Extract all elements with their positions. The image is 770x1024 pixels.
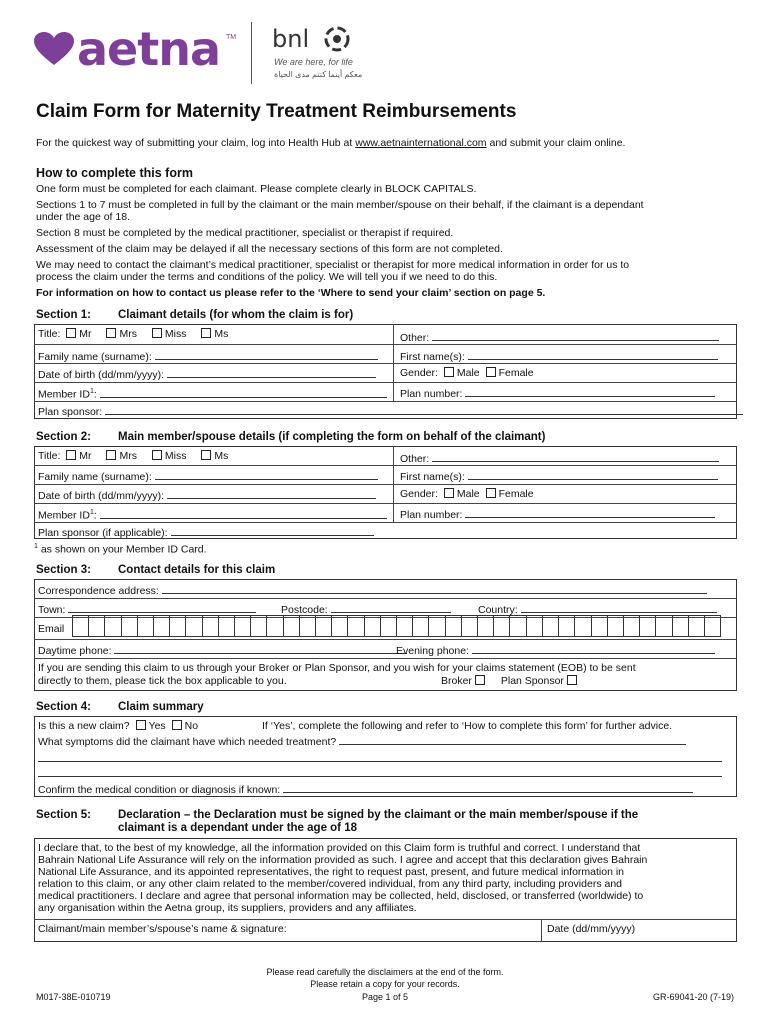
s3-postcode-field[interactable] xyxy=(331,602,451,613)
declaration-line: medical practitioners. I declare and agree that personal information may be collected, held, disclosed, or transferred (worldwide) to xyxy=(38,890,644,902)
health-hub-link[interactable]: www.aetnainternational.com xyxy=(355,137,487,149)
s2-family-field[interactable] xyxy=(155,469,378,480)
bnl-swirl-icon xyxy=(324,26,350,52)
s4-confirm-field[interactable] xyxy=(283,782,693,793)
s1-ms-label: Ms xyxy=(214,328,229,340)
s4-symptoms-field[interactable] xyxy=(339,734,686,745)
s2-female-checkbox[interactable] xyxy=(486,488,496,498)
s3-evening-field[interactable] xyxy=(472,643,715,654)
date-field[interactable]: Date (dd/mm/yyyy) xyxy=(547,923,636,935)
s3-broker-options xyxy=(441,675,580,687)
s1-dob-row xyxy=(38,367,376,381)
s2-mr-checkbox[interactable] xyxy=(66,450,76,460)
s3-email-label: Email xyxy=(38,623,65,635)
s2-dob-label: Date of birth (dd/mm/yyyy): xyxy=(38,490,165,502)
s1-gender-row xyxy=(400,367,534,379)
s4-new-claim-label: Is this a new claim? xyxy=(38,720,130,732)
section-1-header xyxy=(36,309,353,322)
section-5-title-line1: Declaration – the Declaration must be signed by the claimant or the main member/spouse if the xyxy=(118,809,639,821)
s3-plan-sponsor-label: Plan Sponsor xyxy=(500,675,564,687)
s2-miss-checkbox[interactable] xyxy=(152,450,162,460)
s2-member-sup: 1 xyxy=(89,509,94,516)
how-to-line: We may need to contact the claimant’s medical practitioner, specialist or therapist for more medical information in order for us to xyxy=(36,259,630,271)
s2-family-row xyxy=(38,469,378,483)
s2-plan-field[interactable] xyxy=(465,507,715,518)
s2-mr-label: Mr xyxy=(79,450,92,462)
heart-icon xyxy=(33,31,75,67)
s2-ms-checkbox[interactable] xyxy=(201,450,211,460)
s1-miss-checkbox[interactable] xyxy=(152,328,162,338)
s3-broker-line2: directly to them, please tick the box applicable to you. xyxy=(38,675,287,687)
declaration-text xyxy=(38,842,734,914)
s2-first-field[interactable] xyxy=(468,469,718,480)
s2-member-label: Member ID xyxy=(38,509,90,522)
s1-male-checkbox[interactable] xyxy=(444,367,454,377)
declaration-line: any organisation within the Aetna group, its suppliers, providers and any affiliates. xyxy=(38,902,417,914)
s3-evening-row xyxy=(396,643,715,657)
aetna-logo xyxy=(33,22,221,76)
s1-ms-checkbox[interactable] xyxy=(201,328,211,338)
s1-first-field[interactable] xyxy=(468,349,718,360)
s4-symptoms-line-2[interactable] xyxy=(38,750,722,762)
section-2-title: Main member/spouse details (if completing the form on behalf of the claimant) xyxy=(118,431,546,443)
s4-symptoms-line-3[interactable] xyxy=(38,765,722,777)
section-4-title: Claim summary xyxy=(118,701,204,713)
s2-member-row xyxy=(38,507,387,522)
s3-daytime-field[interactable] xyxy=(114,643,407,654)
s4-symptoms-label: What symptoms did the claimant have which needed treatment? xyxy=(38,736,337,748)
s4-new-claim-row xyxy=(38,720,198,732)
s3-broker-line1: If you are sending this claim to us through your Broker or Plan Sponsor, and you wish for your claims statement (EOB) to be sent xyxy=(38,662,636,674)
s4-yes-label: Yes xyxy=(148,720,166,732)
s2-first-label: First name(s): xyxy=(400,471,465,483)
s2-other-label: Other: xyxy=(400,453,430,465)
footnote-marker: 1 xyxy=(34,543,38,550)
declaration-line: relation to this claim, or any other claim related to the member/covered individual, from any third party, including providers and xyxy=(38,878,623,890)
section-4-label: Section 4: xyxy=(36,701,91,713)
s2-dob-row xyxy=(38,488,376,502)
form-code: M017-38E-010719 xyxy=(36,992,111,1002)
s1-family-field[interactable] xyxy=(155,349,378,360)
s3-email-field[interactable] xyxy=(72,615,721,637)
bnl-arabic-tagline: معكم أينما كنتم مدى الحياة xyxy=(274,70,363,79)
page-number: Page 1 of 5 xyxy=(361,992,409,1002)
s2-member-colon: : xyxy=(93,509,97,522)
s2-plan-label: Plan number: xyxy=(400,509,463,521)
s4-confirm-row xyxy=(38,782,693,796)
s1-mr-checkbox[interactable] xyxy=(66,328,76,338)
s1-female-label: Female xyxy=(498,367,534,379)
s3-address-field[interactable] xyxy=(162,583,707,594)
intro-prefix: For the quickest way of submitting your claim, log into Health Hub at xyxy=(36,137,356,149)
declaration-line: I declare that, to the best of my knowledge, all the information provided on this Claim form is truthful and correct. I understand that xyxy=(38,842,641,854)
s2-sponsor-label: Plan sponsor (if applicable): xyxy=(38,527,168,539)
section-1-label: Section 1: xyxy=(36,309,91,321)
section-1-title: Claimant details (for whom the claim is for) xyxy=(118,309,354,321)
s1-dob-field[interactable] xyxy=(167,367,376,378)
s3-town-row xyxy=(38,602,256,616)
how-to-line: process the claim under the terms and conditions of the policy. We will tell you if we need to do this. xyxy=(36,271,498,283)
section-5-title xyxy=(118,809,728,835)
declaration-line: National Life Assurance, and its appointed representatives, the right to request past, present, and future medical information in xyxy=(38,866,625,878)
s4-if-yes: If ‘Yes’, complete the following and refer to ‘How to complete this form’ for further advice. xyxy=(262,720,673,732)
s4-symptoms-row xyxy=(38,734,686,748)
s1-sponsor-field[interactable] xyxy=(105,404,743,415)
s3-country-label: Country: xyxy=(478,604,518,616)
page-title: Claim Form for Maternity Treatment Reimbursements xyxy=(36,101,517,122)
s3-evening-label: Evening phone: xyxy=(396,645,469,657)
s4-confirm-label: Confirm the medical condition or diagnosis if known: xyxy=(38,784,281,796)
s3-country-field[interactable] xyxy=(521,602,717,613)
how-to-line: under the age of 18. xyxy=(36,211,130,223)
s2-male-checkbox[interactable] xyxy=(444,488,454,498)
s1-mrs-checkbox[interactable] xyxy=(106,328,116,338)
section-2-label: Section 2: xyxy=(36,431,91,443)
section-2-header xyxy=(36,431,545,444)
s1-dob-label: Date of birth (dd/mm/yyyy): xyxy=(38,369,165,381)
s2-plan-row xyxy=(400,507,715,521)
s2-title-row xyxy=(38,450,228,462)
how-to-heading: How to complete this form xyxy=(36,166,193,180)
how-to-line: Section 8 must be completed by the medical practitioner, specialist or therapist if required. xyxy=(36,227,454,239)
section-5-label: Section 5: xyxy=(36,809,91,821)
s2-gender-label: Gender: xyxy=(400,488,438,500)
how-to-line: Sections 1 to 7 must be completed in full by the claimant or the main member/spouse on their behalf, if the claimant is a dependant xyxy=(36,199,644,211)
section-3-header xyxy=(36,564,275,577)
s1-other-row xyxy=(400,330,719,344)
s1-female-checkbox[interactable] xyxy=(486,367,496,377)
footer-disclaimer-1: Please read carefully the disclaimers at the end of the form. xyxy=(266,967,504,977)
s4-no-label: No xyxy=(184,720,199,732)
bnl-tagline: We are here, for life xyxy=(274,57,353,67)
s1-member-label: Member ID xyxy=(38,388,90,401)
section-4-header xyxy=(36,701,204,714)
s2-mrs-label: Mrs xyxy=(119,450,137,462)
how-to-line: Assessment of the claim may be delayed if all the necessary sections of this form are not completed. xyxy=(36,243,503,255)
how-to-line: One form must be completed for each claimant. Please complete clearly in BLOCK CAPITALS. xyxy=(36,183,477,195)
s3-country-row xyxy=(478,602,717,616)
s4-no-checkbox[interactable] xyxy=(172,720,182,730)
bnl-logo: bnl xyxy=(272,25,310,53)
s1-member-row xyxy=(38,386,387,401)
s3-postcode-row xyxy=(281,602,451,616)
s1-sponsor-row xyxy=(38,404,743,418)
s1-other-label: Other: xyxy=(400,332,430,344)
s3-broker-label: Broker xyxy=(441,675,472,687)
s1-family-label: Family name (surname): xyxy=(38,351,152,363)
footnote-text: as shown on your Member ID Card. xyxy=(37,543,207,556)
s2-other-field[interactable] xyxy=(432,451,719,462)
s3-address-row xyxy=(38,583,707,597)
s2-ms-label: Ms xyxy=(214,450,229,462)
s2-other-row xyxy=(400,451,719,465)
s2-male-label: Male xyxy=(456,488,480,500)
section-3-label: Section 3: xyxy=(36,564,91,576)
s1-other-field[interactable] xyxy=(432,330,719,341)
s3-plan-sponsor-checkbox[interactable] xyxy=(567,675,577,685)
aetna-wordmark: aetna xyxy=(77,22,221,76)
s1-member-sup: 1 xyxy=(89,388,94,395)
s1-plan-row xyxy=(400,386,715,400)
section-5-title-line2: claimant is a dependant under the age of 18 xyxy=(118,822,358,834)
declaration-line: Bahrain National Life Assurance will rely on the information provided as such. I agree and accept that this declaration gives Bahrain xyxy=(38,854,648,866)
intro-suffix: and submit your claim online. xyxy=(486,137,626,149)
s2-family-label: Family name (surname): xyxy=(38,471,152,483)
s2-footnote xyxy=(34,541,207,556)
signature-field[interactable]: Claimant/main member’s/spouse’s name & signature: xyxy=(38,923,287,935)
s3-daytime-row xyxy=(38,643,407,657)
s1-mrs-label: Mrs xyxy=(119,328,137,340)
s2-dob-field[interactable] xyxy=(167,488,376,499)
s2-female-label: Female xyxy=(498,488,534,500)
s1-first-label: First name(s): xyxy=(400,351,465,363)
s1-male-label: Male xyxy=(456,367,480,379)
s3-broker-checkbox[interactable] xyxy=(475,675,485,685)
s4-yes-checkbox[interactable] xyxy=(136,720,146,730)
how-to-contact-note: For information on how to contact us please refer to the ‘Where to send your claim’ section on page 5. xyxy=(36,287,546,299)
s2-sponsor-row xyxy=(38,525,374,539)
section-5-header xyxy=(36,809,746,835)
s1-family-row xyxy=(38,349,378,363)
document-code: GR-69041-20 (7-19) xyxy=(652,992,734,1002)
s1-gender-label: Gender: xyxy=(400,367,438,379)
s1-plan-field[interactable] xyxy=(465,386,715,397)
s1-member-field[interactable] xyxy=(100,387,387,398)
s2-sponsor-field[interactable] xyxy=(171,525,374,536)
s3-town-label: Town: xyxy=(38,604,66,616)
s1-mr-label: Mr xyxy=(79,328,92,340)
section-3-title: Contact details for this claim xyxy=(118,564,276,576)
s1-title-label: Title: xyxy=(38,328,61,340)
s1-miss-label: Miss xyxy=(164,328,187,340)
s2-miss-label: Miss xyxy=(164,450,187,462)
s3-postcode-label: Postcode: xyxy=(281,604,328,616)
s3-town-field[interactable] xyxy=(68,602,256,613)
s2-first-row xyxy=(400,469,718,483)
footer-disclaimer-2: Please retain a copy for your records. xyxy=(310,979,460,989)
s1-sponsor-label: Plan sponsor: xyxy=(38,406,103,418)
s3-daytime-label: Daytime phone: xyxy=(38,645,112,657)
intro-text xyxy=(36,137,625,149)
s1-title-row xyxy=(38,328,228,340)
s1-plan-label: Plan number: xyxy=(400,388,463,400)
s2-title-label: Title: xyxy=(38,450,61,462)
s3-address-label: Correspondence address: xyxy=(38,585,159,597)
s2-mrs-checkbox[interactable] xyxy=(106,450,116,460)
logo-divider xyxy=(251,22,252,84)
s1-member-colon: : xyxy=(93,388,97,401)
trademark: TM xyxy=(226,34,237,41)
s2-gender-row xyxy=(400,488,534,500)
s1-first-row xyxy=(400,349,718,363)
s2-member-field[interactable] xyxy=(100,508,387,519)
